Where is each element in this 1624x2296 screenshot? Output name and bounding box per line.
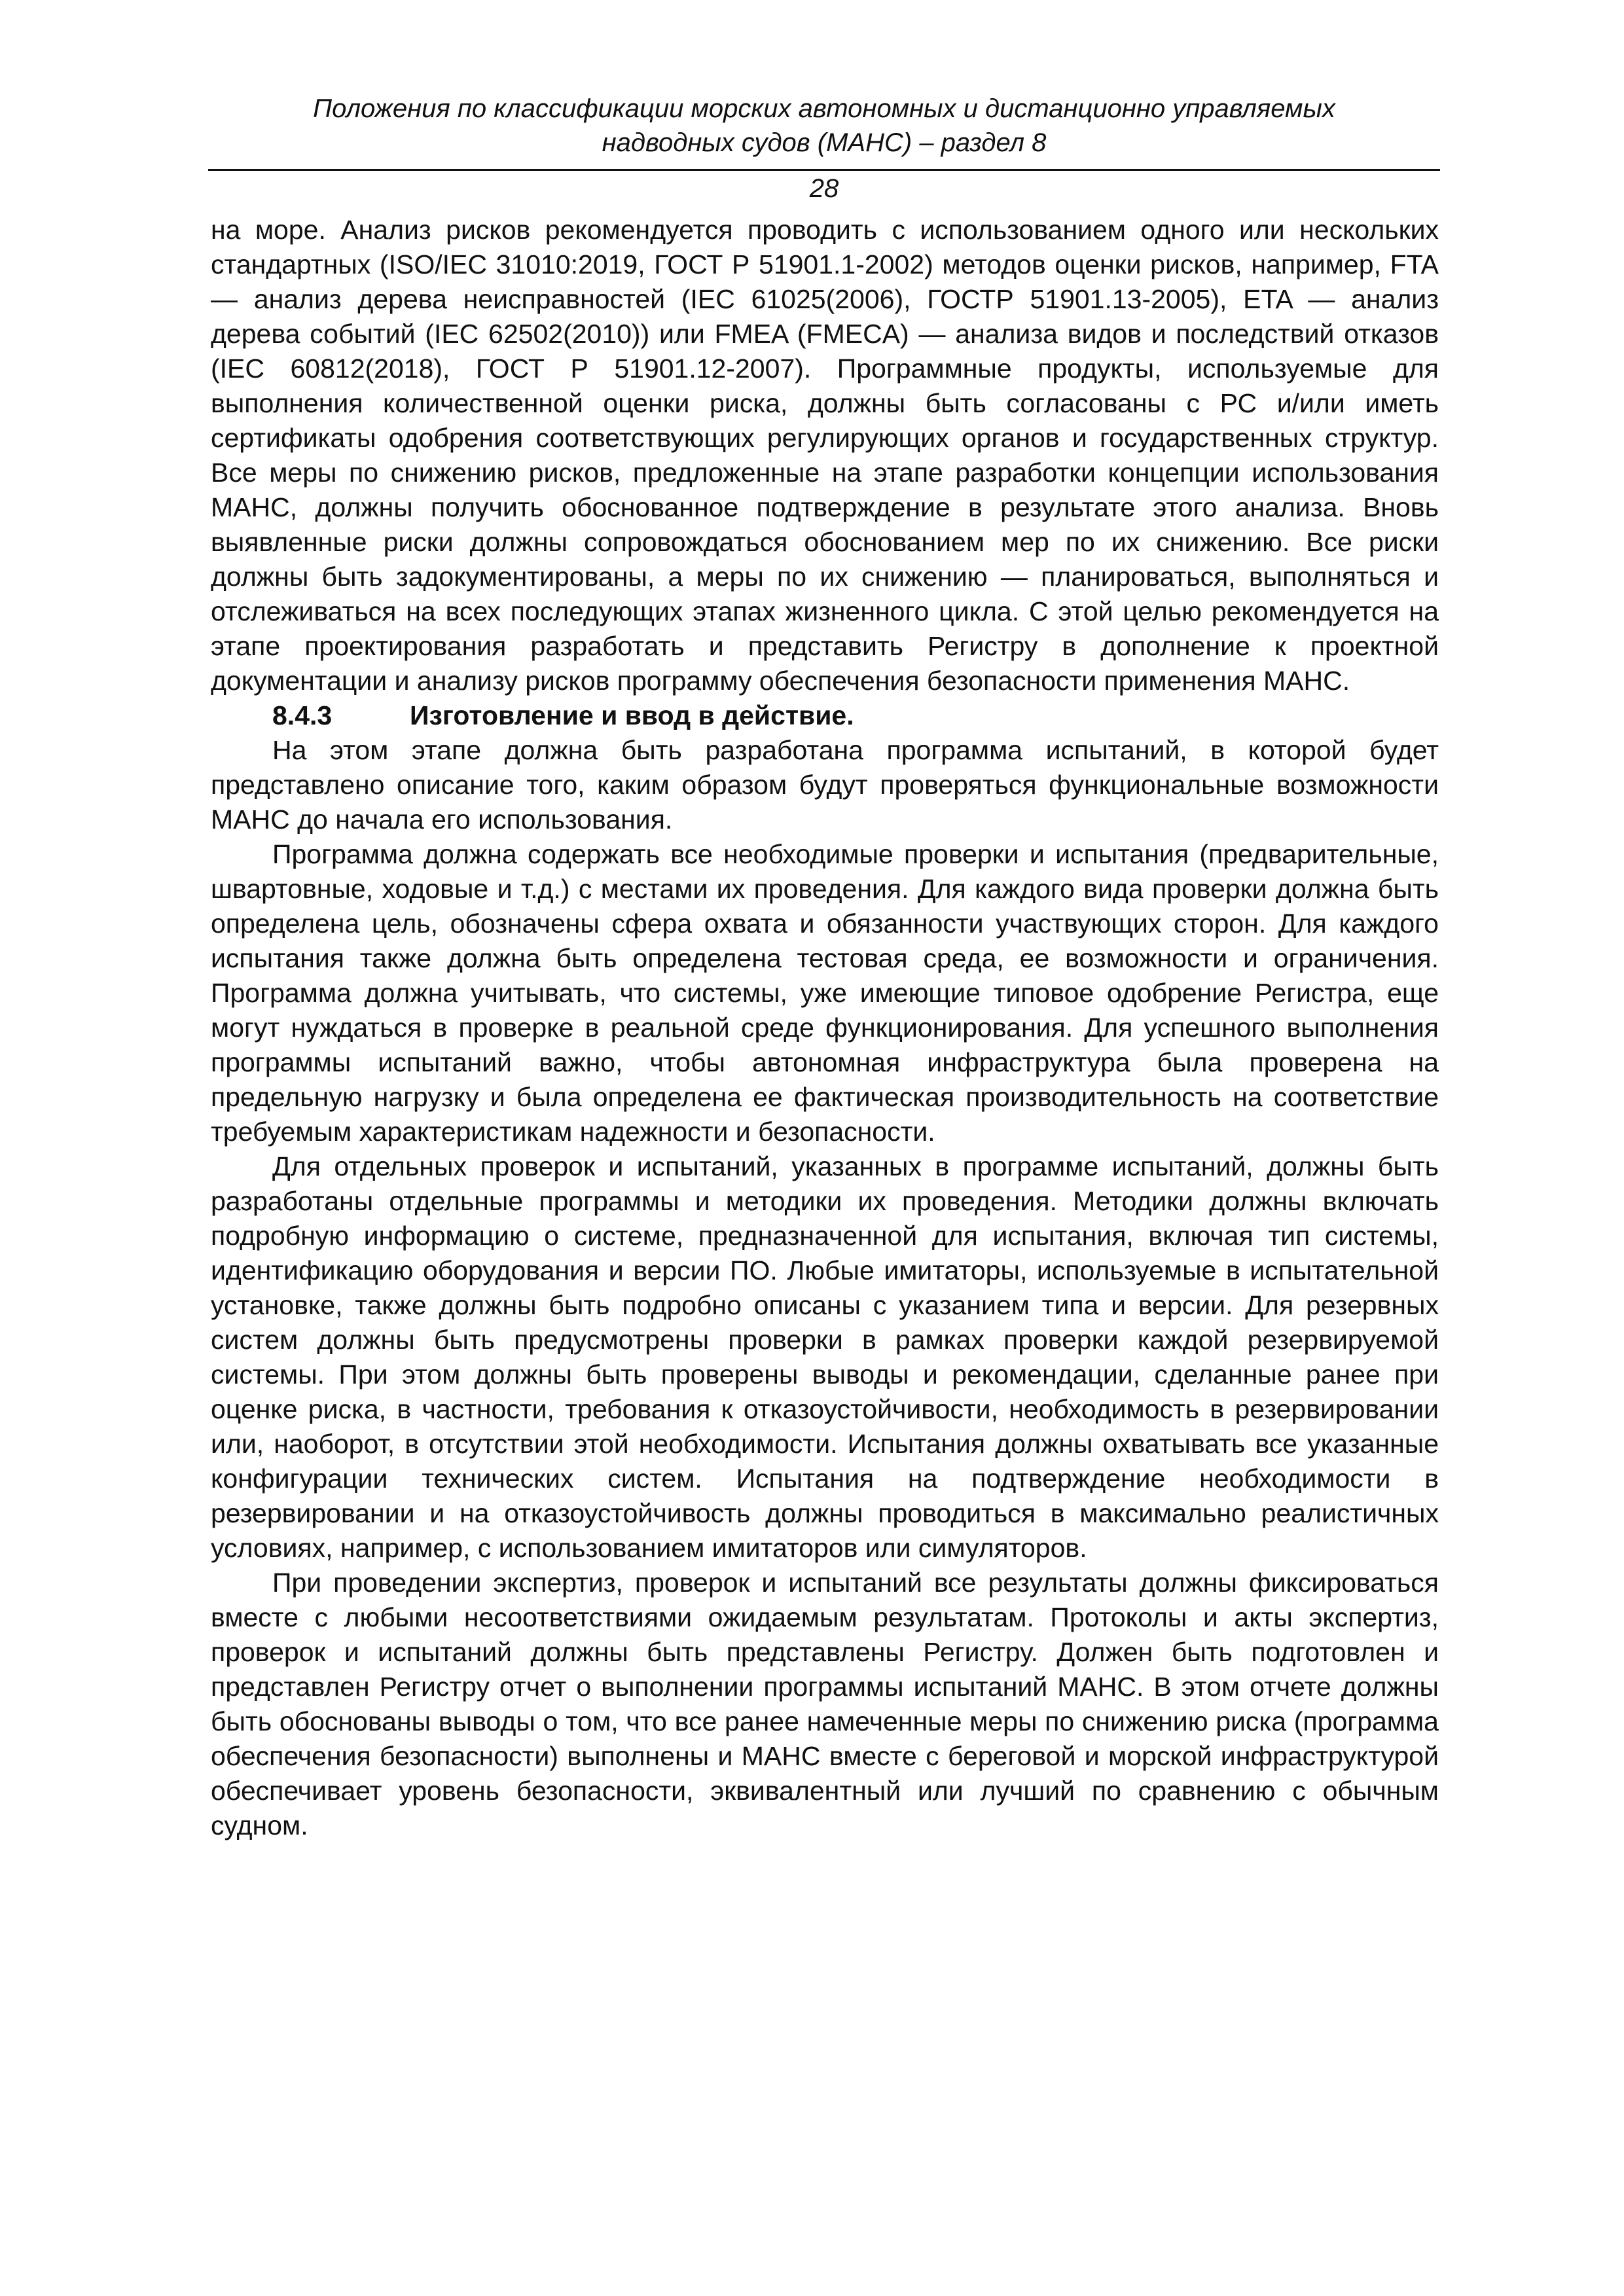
header-line-1: Положения по классификации морских автономных и дистанционно управляемых [313, 94, 1335, 123]
document-body [211, 213, 1439, 1843]
section-number: 8.4.3 [272, 700, 333, 730]
paragraph-test-program-contents: Программа должна содержать все необходимые проверки и испытания (предварительные, швартовные, ходовые и т.д.) с местами их проведения. Для каждого вида проверки должна быть определена цель, обозначены сфера охвата и обязанности участвующих сторон. Для каждого испытания также должна быть определена тестовая среда, ее возможности и ограничения. Программа должна учитывать, что системы, уже имеющие типовое одобрение Регистра, еще могут нуждаться в проверке в реальной среде функционирования. Для успешного выполнения программы испытаний важно, чтобы автономная инфраструктура была проверена на предельную нагрузку и была определена ее фактическая производительность на соответствие требуемым характеристикам надежности и безопасности. [211, 839, 1439, 1147]
page-number: 28 [809, 174, 839, 203]
paragraph-risk-analysis: на море. Анализ рисков рекомендуется проводить с использованием одного или нескольких стандартных (ISO/IEC 31010:2019, ГОСТ Р 51901.1-2002) методов оценки рисков, например, FTA — анализ дерева неисправностей (IEC 61025(2006), ГОСТР 51901.13-2005), ETA — анализ дерева событий (IEC 62502(2010)) или FMEA (FMECA) — анализа видов и последствий отказов (IEC 60812(2018), ГОСТ Р 51901.12-2007). Программные продукты, используемые для выполнения количественной оценки риска, должны быть согласованы с РС и/или иметь сертификаты одобрения соответствующих регулирующих органов и государственных структур. Все меры по снижению рисков, предложенные на этапе разработки концепции использования МАНС, должны получить обоснованное подтверждение в результате этого анализа. Вновь выявленные риски должны сопровождаться обоснованием мер по их снижению. Все риски должны быть задокументированы, а меры по их снижению — планироваться, выполняться и отслеживаться на всех последующих этапах жизненного цикла. С этой целью рекомендуется на этапе проектирования разработать и представить Регистру в дополнение к проектной документации и анализу рисков программу обеспечения безопасности применения МАНС. [211, 215, 1439, 696]
paragraph-test-program-intro: На этом этапе должна быть разработана программа испытаний, в которой будет представлено описание того, каким образом будут проверяться функциональные возможности МАНС до начала его использования. [211, 735, 1439, 834]
running-header [208, 92, 1440, 160]
header-rule [208, 169, 1440, 171]
section-heading [211, 698, 1439, 733]
header-line-2: надводных судов (МАНС) – раздел 8 [602, 128, 1047, 157]
paragraph-test-results: При проведении экспертиз, проверок и испытаний все результаты должны фиксироваться вместе с любыми несоответствиями ожидаемым результатам. Протоколы и акты экспертиз, проверок и испытаний должны быть представлены Регистру. Должен быть подготовлен и представлен Регистру отчет о выполнении программы испытаний МАНС. В этом отчете должны быть обоснованы выводы о том, что все ранее намеченные меры по снижению риска (программа обеспечения безопасности) выполнены и МАНС вместе с береговой и морской инфраструктурой обеспечивает уровень безопасности, эквивалентный или лучший по сравнению с обычным судном. [211, 1568, 1439, 1840]
section-title: Изготовление и ввод в действие. [410, 700, 854, 730]
paragraph-test-methods: Для отдельных проверок и испытаний, указанных в программе испытаний, должны быть разработаны отдельные программы и методики их проведения. Методики должны включать подробную информацию о системе, предназначенной для испытания, включая тип системы, идентификацию оборудования и версии ПО. Любые имитаторы, используемые в испытательной установке, также должны быть подробно описаны с указанием типа и версии. Для резервных систем должны быть предусмотрены проверки в рамках проверки каждой резервируемой системы. При этом должны быть проверены выводы и рекомендации, сделанные ранее при оценке риска, в частности, требования к отказоустойчивости, необходимость в резервировании или, наоборот, в отсутствии этой необходимости. Испытания должны охватывать все указанные конфигурации технических систем. Испытания на подтверждение необходимости в резервировании и на отказоустойчивость должны проводиться в максимально реалистичных условиях, например, с использованием имитаторов или симуляторов. [211, 1151, 1439, 1563]
